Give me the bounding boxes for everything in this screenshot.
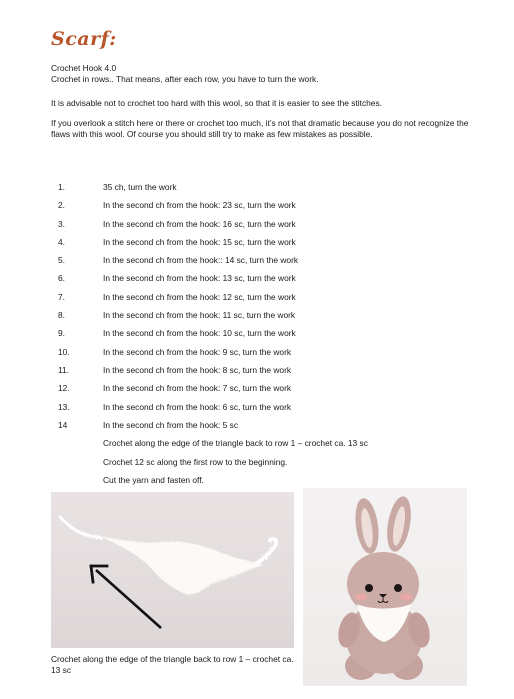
arrow-line — [96, 570, 161, 628]
list-item — [58, 310, 488, 328]
scarf-illustration — [51, 492, 294, 648]
step-number: 4. — [58, 236, 65, 247]
bunny-photo — [303, 488, 467, 686]
bunny-illustration — [303, 488, 467, 686]
step-number: 2. — [58, 200, 65, 211]
section-title: Scarf: — [51, 28, 117, 50]
photo-caption: Crochet along the edge of the triangle back to row 1 – crochet ca. 13 sc — [51, 654, 294, 675]
step-text: In the second ch from the hook: 8 sc, turn the work — [103, 364, 292, 375]
step-number: 3. — [58, 218, 65, 229]
step-number: 14 — [58, 419, 68, 430]
first-row-instruction: Crochet 12 sc along the first row to the beginning. — [103, 457, 288, 467]
step-text: In the second ch from the hook: 16 sc, turn the work — [103, 218, 296, 229]
list-item — [58, 365, 488, 383]
list-item — [58, 237, 488, 255]
step-number: 11. — [58, 364, 70, 375]
advice-paragraph: It is advisable not to crochet too hard with this wool, so that it is easier to see the stitches. — [51, 98, 382, 108]
list-item — [58, 255, 488, 273]
step-number: 8. — [58, 310, 65, 321]
list-item — [58, 420, 488, 438]
step-number: 5. — [58, 255, 65, 266]
list-item — [58, 273, 488, 291]
intro-paragraph — [51, 63, 481, 85]
step-number: 1. — [58, 182, 65, 192]
list-item — [58, 200, 488, 218]
steps-list — [58, 182, 488, 438]
hook-size-line: Crochet Hook 4.0 — [51, 63, 117, 73]
rows-instruction-line: Crochet in rows.. That means, after each row, you have to turn the work. — [51, 74, 319, 84]
fasten-off-instruction: Cut the yarn and fasten off. — [103, 475, 204, 485]
list-item — [58, 328, 488, 346]
step-text: In the second ch from the hook: 9 sc, turn the work — [103, 346, 292, 357]
step-text: In the second ch from the hook: 11 sc, turn the work — [103, 310, 296, 321]
list-item — [58, 292, 488, 310]
step-number: 9. — [58, 328, 65, 339]
step-text: In the second ch from the hook:: 14 sc, turn the work — [103, 255, 299, 266]
step-number: 7. — [58, 291, 65, 302]
step-text: In the second ch from the hook: 7 sc, turn the work — [103, 383, 292, 394]
edge-instruction: Crochet along the edge of the triangle back to row 1 – crochet ca. 13 sc — [103, 438, 368, 448]
step-text: In the second ch from the hook: 15 sc, turn the work — [103, 236, 296, 247]
scarf-photo — [51, 492, 294, 648]
step-number: 10. — [58, 346, 70, 357]
step-number: 12. — [58, 383, 70, 394]
step-text: 35 ch, turn the work — [103, 182, 177, 192]
step-text: In the second ch from the hook: 6 sc, turn the work — [103, 401, 292, 412]
step-text: In the second ch from the hook: 23 sc, turn the work — [103, 200, 296, 211]
mistakes-paragraph: If you overlook a stitch here or there or crochet too much, it’s not that dramatic because you do not recognize the flaws with this wool. Of course you should still try to make as few mistakes as possible. — [51, 118, 469, 139]
list-item — [58, 182, 488, 200]
step-number: 13. — [58, 401, 70, 412]
list-item — [58, 219, 488, 237]
list-item — [58, 383, 488, 401]
list-item — [58, 347, 488, 365]
step-number: 6. — [58, 273, 65, 284]
step-text: In the second ch from the hook: 5 sc — [103, 419, 239, 430]
step-text: In the second ch from the hook: 13 sc, turn the work — [103, 273, 296, 284]
step-text: In the second ch from the hook: 12 sc, turn the work — [103, 291, 296, 302]
list-item — [58, 402, 488, 420]
step-text: In the second ch from the hook: 10 sc, turn the work — [103, 328, 296, 339]
